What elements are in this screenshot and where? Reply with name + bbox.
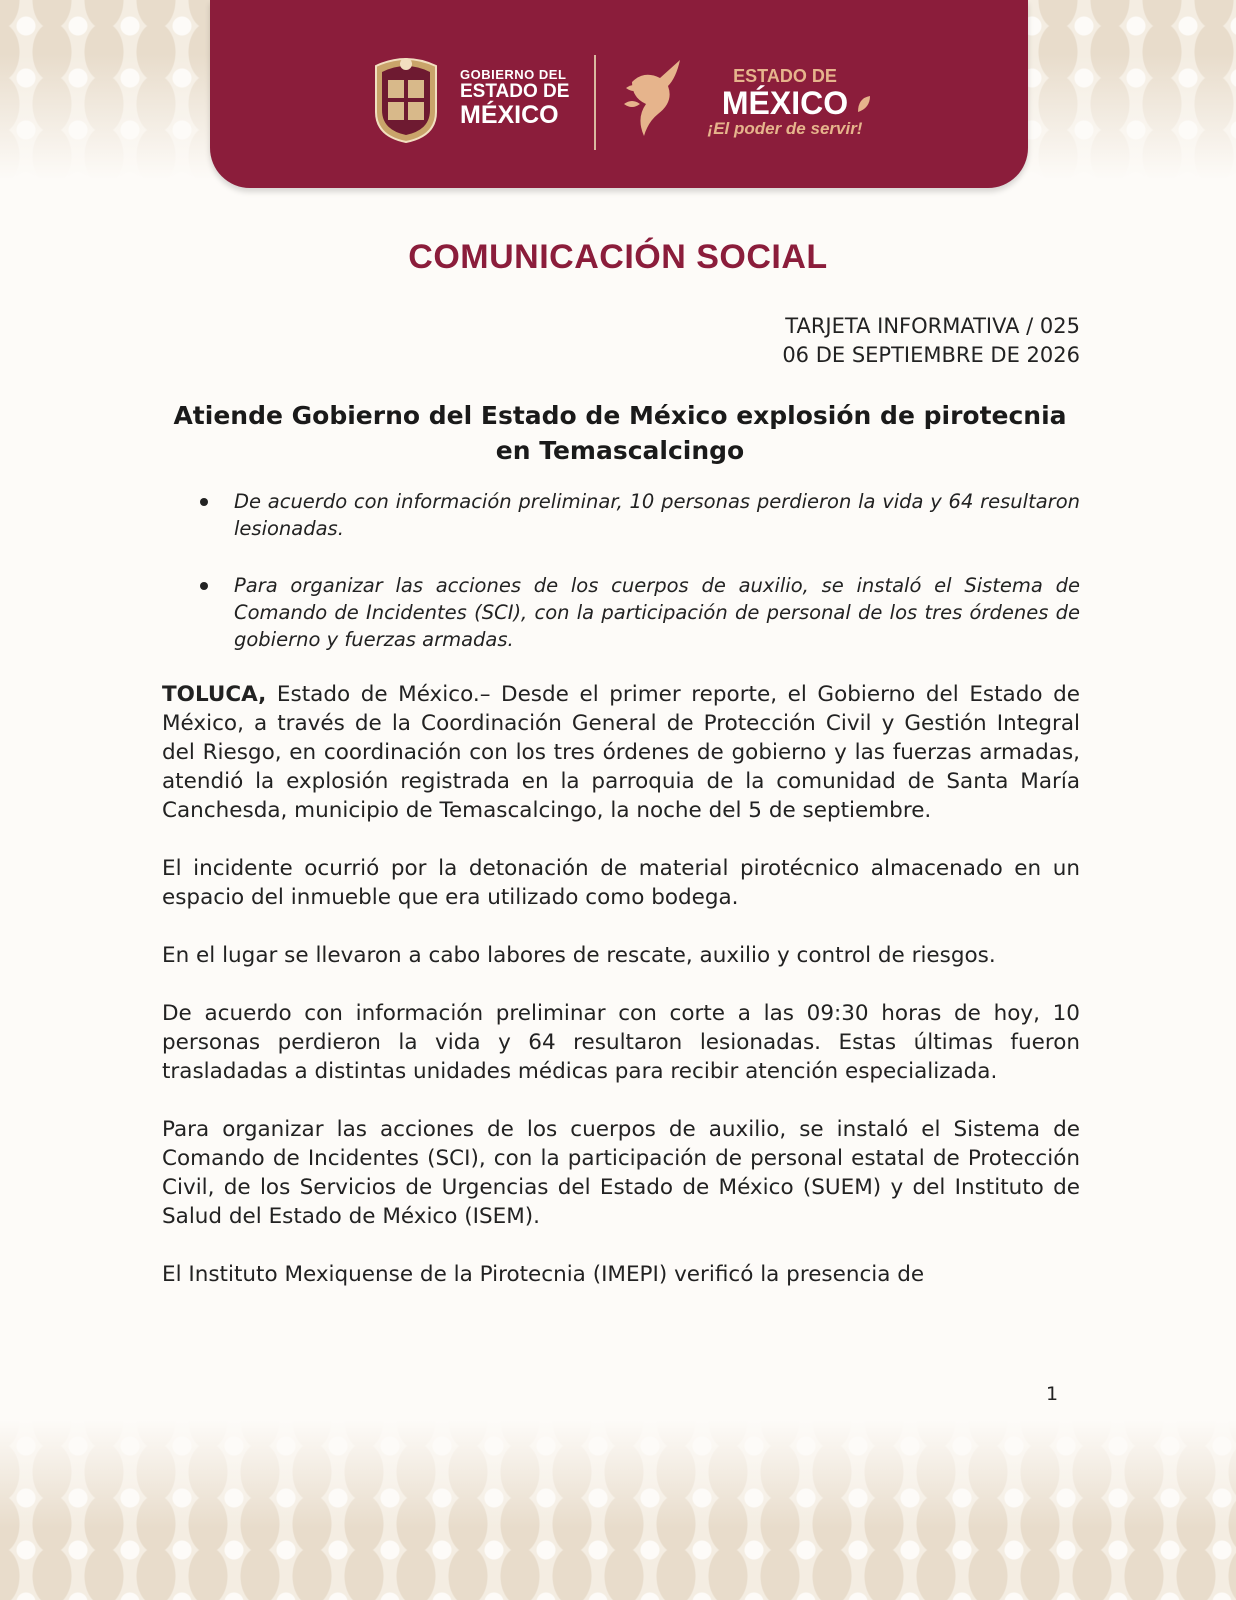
- bullet-text: De acuerdo con información preliminar, 10 personas perdieron la vida y 64 resultaron lesionadas.: [234, 490, 1080, 540]
- list-item: [196, 572, 1080, 653]
- coat-of-arms-icon: [368, 52, 444, 144]
- section-title: COMUNICACIÓN SOCIAL: [408, 238, 828, 276]
- gov-line-1: GOBIERNO DEL: [460, 67, 567, 82]
- card-number: TARJETA INFORMATIVA / 025: [785, 314, 1080, 338]
- document-meta: [782, 312, 1080, 370]
- government-wordmark: [460, 68, 590, 128]
- state-brand-wordmark: [690, 66, 880, 139]
- bullet-icon: [200, 498, 208, 506]
- list-item: [196, 488, 1080, 542]
- leaf-icon: [856, 94, 872, 114]
- brand-slogan: ¡El poder de servir!: [707, 119, 863, 138]
- headline: Atiende Gobierno del Estado de México explosión de pirotecnia en Temascalcingo: [173, 401, 1067, 465]
- paragraph: Para organizar las acciones de los cuerpos de auxilio, se instaló el Sistema de Comando de Incidentes (SCI), con la participación de personal estatal de Protección Civil, de los Servicios de Urgencias del Estado de México (SUEM) y del Instituto de Salud del Estado de México (ISEM).: [162, 1117, 1080, 1229]
- bullet-icon: [200, 582, 208, 590]
- header-divider: [594, 55, 596, 150]
- bullet-text: Para organizar las acciones de los cuerpos de auxilio, se instaló el Sistema de Comando de Incidentes (SCI), con la participación de personal de los tres órdenes de gobierno y fuerzas armadas.: [234, 574, 1080, 651]
- pattern-fade: [0, 1420, 1236, 1600]
- document-date: 06 DE SEPTIEMBRE DE 2026: [782, 343, 1080, 367]
- paragraph: En el lugar se llevaron a cabo labores de rescate, auxilio y control de riesgos.: [162, 943, 996, 968]
- paragraph: El Instituto Mexiquense de la Pirotecnia (IMEPI) verificó la presencia de: [162, 1262, 925, 1287]
- page-number: 1: [1046, 1383, 1059, 1405]
- brand-line-2: MÉXICO: [721, 85, 849, 121]
- gov-line-2: ESTADO DE: [460, 80, 570, 102]
- gov-line-3: MÉXICO: [460, 100, 559, 129]
- paragraph: De acuerdo con información preliminar con corte a las 09:30 horas de hoy, 10 personas perdieron la vida y 64 resultaron lesionadas. Estas últimas fueron trasladadas a distintas unidades médicas para recibir atención especializada.: [162, 1001, 1080, 1084]
- article-body: [162, 680, 1080, 1318]
- header-band: [210, 0, 1028, 188]
- paragraph-text: Estado de México.– Desde el primer reporte, el Gobierno del Estado de México, a través de la Coordinación General de Protección Civil y Gestión Integral del Riesgo, en coordinación con los tres órdenes de gobierno y las fuerzas armadas, atendió la explosión registrada en la parroquia de la comunidad de Santa María Canchesda, municipio de Temascalcingo, la noche del 5 de septiembre.: [162, 682, 1080, 823]
- dateline-place: TOLUCA,: [162, 682, 267, 707]
- pattern-fade: [1006, 0, 1236, 180]
- paragraph: [162, 680, 1080, 825]
- summary-bullets: [196, 488, 1080, 683]
- paragraph: El incidente ocurrió por la detonación de material pirotécnico almacenado en un espacio del inmueble que era utilizado como bodega.: [162, 856, 1080, 910]
- pattern-fade: [0, 0, 230, 180]
- brand-line-1: ESTADO DE: [733, 66, 837, 86]
